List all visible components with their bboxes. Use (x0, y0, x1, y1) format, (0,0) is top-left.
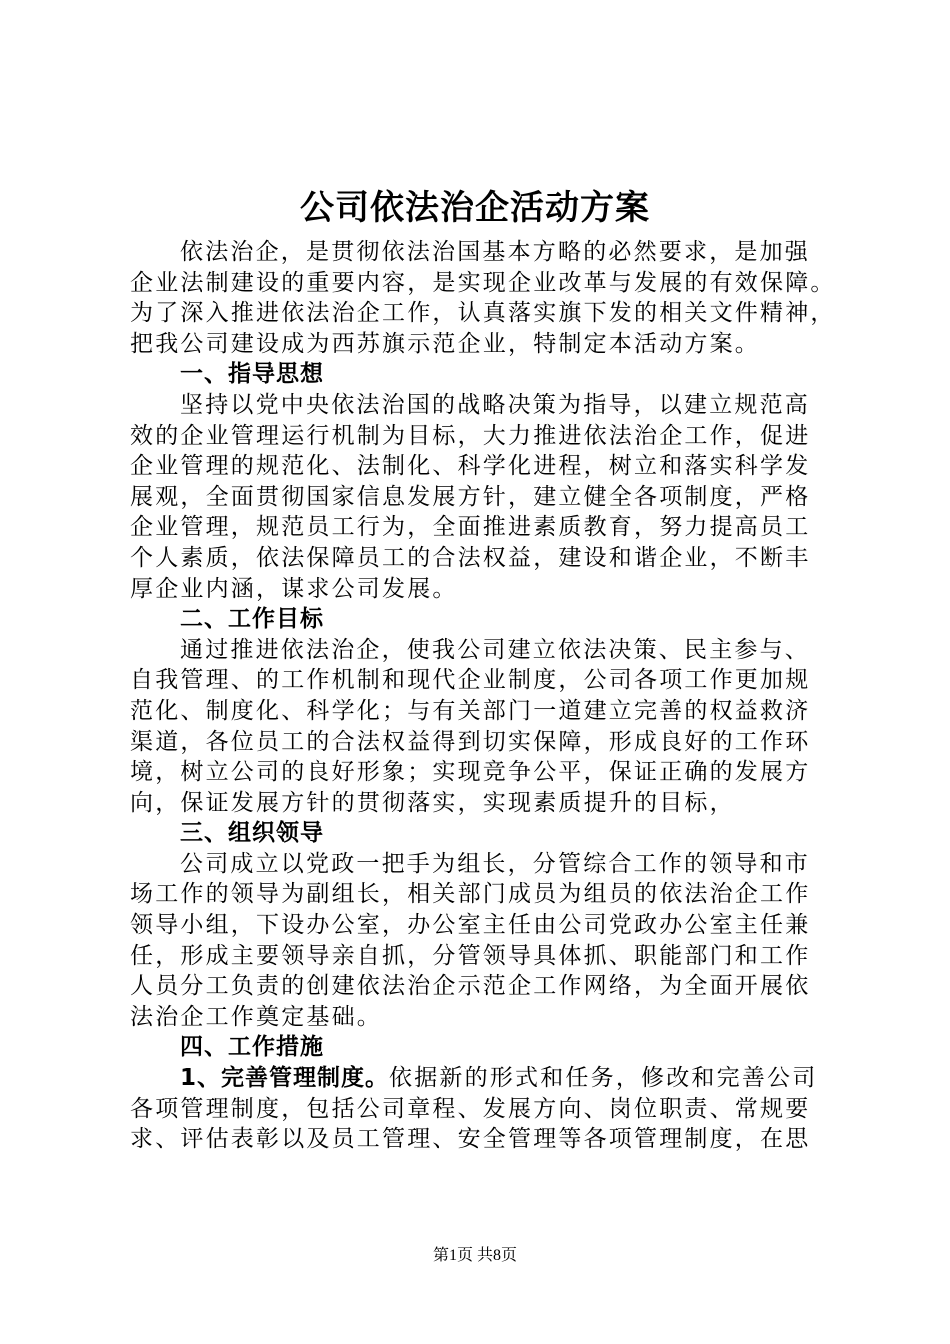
paragraph-line: 把我公司建设成为西苏旗示范企业，特制定本活动方案。 (130, 330, 760, 357)
paragraph-line: 通过推进依法治企，使我公司建立依法决策、民主参与、 (180, 636, 810, 663)
inline-bold-label: 1、完善管理制度。 (180, 1065, 390, 1092)
paragraph-line: 渠道，各位员工的合法权益得到切实保障，形成良好的工作环 (130, 728, 811, 755)
section-heading: 二、工作目标 (180, 606, 324, 633)
document-title: 公司依法治企活动方案 (300, 188, 650, 228)
paragraph-line: 境，树立公司的良好形象；实现竞争公平，保证正确的发展方 (130, 759, 811, 786)
paragraph-line: 场工作的领导为副组长，相关部门成员为组员的依法治企工作 (130, 881, 811, 908)
paragraph-line: 领导小组，下设办公室，办公室主任由公司党政办公室主任兼 (130, 912, 811, 939)
inline-text: 依据新的形式和任务，修改和完善公司 (389, 1065, 818, 1092)
section-heading: 四、工作措施 (180, 1034, 324, 1061)
paragraph-line: 展观，全面贯彻国家信息发展方针，建立健全各项制度，严格 (130, 483, 811, 510)
page-footer: 第1页 共8页 (432, 1247, 517, 1264)
paragraph-line: 企业管理，规范员工行为，全面推进素质教育，努力提高员工 (130, 514, 811, 541)
paragraph-line (130, 1063, 828, 1094)
paragraph-line: 各项管理制度，包括公司章程、发展方向、岗位职责、常规要 (130, 1095, 811, 1122)
paragraph-line: 任，形成主要领导亲自抓，分管领导具体抓、职能部门和工作 (130, 942, 811, 969)
paragraph-line: 依法治企，是贯彻依法治国基本方略的必然要求，是加强 (180, 239, 810, 265)
section-heading: 一、指导思想 (180, 361, 324, 388)
paragraph-line: 求、评估表彰以及员工管理、安全管理等各项管理制度，在思 (130, 1126, 811, 1153)
section-heading: 三、组织领导 (180, 820, 324, 847)
paragraph-line: 自我管理、的工作机制和现代企业制度，公司各项工作更加规 (130, 667, 811, 694)
paragraph-line: 效的企业管理运行机制为目标，大力推进依法治企工作，促进 (130, 422, 811, 449)
paragraph-line: 人员分工负责的创建依法治企示范企工作网络，为全面开展依 (130, 973, 811, 1000)
paragraph-line: 企业管理的规范化、法制化、科学化进程，树立和落实科学发 (130, 453, 811, 480)
paragraph-line: 企业法制建设的重要内容，是实现企业改革与发展的有效保障。 (130, 269, 836, 296)
paragraph-line: 坚持以党中央依法治国的战略决策为指导，以建立规范高 (180, 391, 810, 418)
paragraph-line: 法治企工作奠定基础。 (130, 1003, 382, 1030)
document-body (130, 237, 836, 1155)
paragraph-line: 个人素质，依法保障员工的合法权益，建设和谐企业，不断丰 (130, 544, 811, 571)
paragraph-line: 公司成立以党政一把手为组长，分管综合工作的领导和市 (180, 850, 810, 877)
paragraph-line: 范化、制度化、科学化；与有关部门一道建立完善的权益救济 (130, 697, 811, 724)
paragraph-line: 厚企业内涵，谋求公司发展。 (130, 575, 458, 602)
paragraph-line: 为了深入推进依法治企工作，认真落实旗下发的相关文件精神， (130, 300, 836, 327)
paragraph-line: 向，保证发展方针的贯彻落实，实现素质提升的目标， (130, 789, 735, 816)
